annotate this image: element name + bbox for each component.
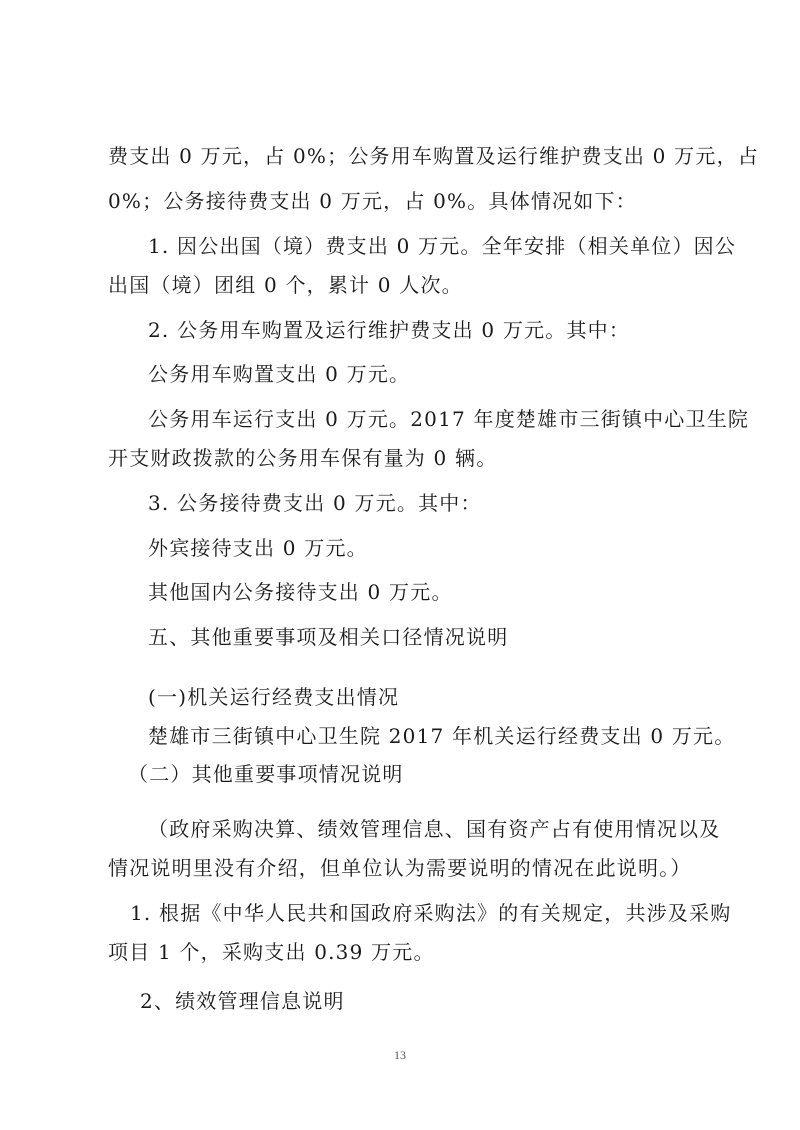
text-line: 公务用车运行支出 0 万元。2017 年度楚雄市三街镇中心卫生院: [148, 407, 750, 431]
text-line: 开支财政拨款的公务用车保有量为 0 辆。: [108, 446, 498, 470]
text-line: 1. 根据《中华人民共和国政府采购法》的有关规定，共涉及采购: [130, 901, 732, 925]
subsection-heading: （二）其他重要事项情况说明: [128, 762, 404, 786]
text-line: 出国（境）团组 0 个，累计 0 人次。: [108, 273, 463, 297]
text-line: 公务用车购置支出 0 万元。: [148, 362, 411, 386]
text-line: （政府采购决算、绩效管理信息、国有资产占有使用情况以及: [148, 817, 721, 841]
text-line: 1. 因公出国（境）费支出 0 万元。全年安排（相关单位）因公: [148, 234, 737, 258]
subsection-heading: (一)机关运行经费支出情况: [148, 685, 400, 709]
text-line: 2. 公务用车购置及运行维护费支出 0 万元。其中：: [148, 318, 631, 342]
text-line: 项目 1 个，采购支出 0.39 万元。: [108, 940, 435, 964]
text-line: 其他国内公务接待支出 0 万元。: [148, 580, 453, 604]
text-line: 2、绩效管理信息说明: [140, 989, 345, 1013]
text-line: 外宾接待支出 0 万元。: [148, 536, 368, 560]
page-number: 13: [394, 1048, 406, 1062]
text-line: 情况说明里没有介绍，但单位认为需要说明的情况在此说明。）: [108, 856, 692, 880]
section-heading: 五、其他重要事项及相关口径情况说明: [148, 625, 509, 649]
text-line: 0%；公务接待费支出 0 万元，占 0%。具体情况如下：: [108, 189, 637, 213]
text-line: 3. 公务接待费支出 0 万元。其中：: [148, 491, 482, 515]
text-line: 费支出 0 万元，占 0%；公务用车购置及运行维护费支出 0 万元，占: [108, 144, 759, 168]
text-line: 楚雄市三街镇中心卫生院 2017 年机关运行经费支出 0 万元。: [148, 724, 736, 748]
